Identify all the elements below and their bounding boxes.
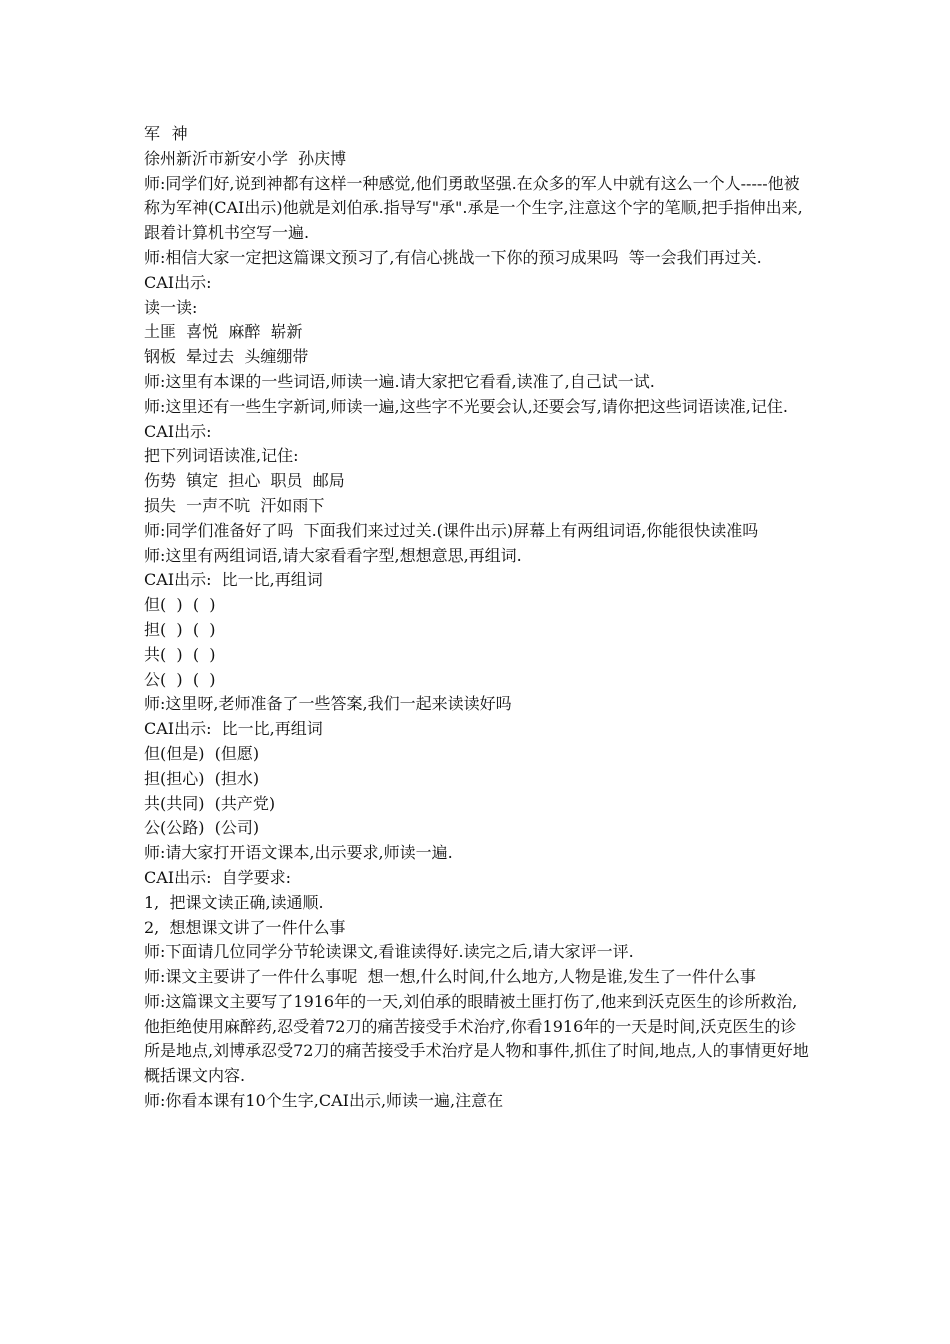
paragraph: 担( ) ( ): [144, 619, 216, 639]
paragraph: CAI出示:: [144, 421, 212, 441]
document-title: 军 神: [144, 124, 189, 143]
paragraph: 伤势 镇定 担心 职员 邮局: [144, 471, 345, 491]
paragraph: 把下列词语读准,记住:: [144, 446, 299, 466]
paragraph: 共( ) ( ): [144, 644, 216, 664]
paragraph: 师:这里有本课的一些词语,师读一遍.请大家把它看看,读准了,自己试一试.: [144, 371, 655, 391]
paragraph: 师:课文主要讲了一件什么事呢 想一想,什么时间,什么地方,人物是谁,发生了一件什么事: [144, 967, 756, 987]
paragraph: CAI出示: 比一比,再组词: [144, 719, 323, 739]
paragraph: 师:相信大家一定把这篇课文预习了,有信心挑战一下你的预习成果吗 等一会我们再过关.: [144, 247, 762, 267]
paragraph: 师:同学们准备好了吗 下面我们来过过关.(课件出示)屏幕上有两组词语,你能很快读准吗: [144, 520, 759, 540]
paragraph: 师:这篇课文主要写了1916年的一天,刘伯承的眼睛被土匪打伤了,他来到沃克医生的诊所救治,他拒绝使用麻醉药,忍受着72刀的痛苦接受手术治疗,你看1916年的一天是时间,沃克医生的诊所是地点,刘博承忍受72刀的痛苦接受手术治疗是人物和事件,抓住了时间,地点,人的事情更好地概括课文内容.: [144, 991, 809, 1086]
paragraph: 读一读:: [144, 297, 198, 317]
paragraph: 公( ) ( ): [144, 669, 216, 689]
paragraph: 土匪 喜悦 麻醉 崭新: [144, 322, 303, 342]
paragraph: 钢板 晕过去 头缠绷带: [144, 347, 309, 367]
paragraph: 师:下面请几位同学分节轮读课文,看谁读得好.读完之后,请大家评一评.: [144, 942, 634, 962]
paragraph: 师:你看本课有10个生字,CAI出示,师读一遍,注意在: [144, 1091, 504, 1111]
paragraph: 公(公路) (公司): [144, 818, 260, 838]
paragraph: 师:这里还有一些生字新词,师读一遍,这些字不光要会认,还要会写,请你把这些词语读准,记住.: [144, 396, 788, 416]
paragraph: CAI出示:: [144, 272, 212, 292]
paragraph: 但(但是) (但愿): [144, 743, 260, 763]
paragraph: 师:这里呀,老师准备了一些答案,我们一起来读读好吗: [144, 694, 512, 714]
paragraph: 师:同学们好,说到神都有这样一种感觉,他们勇敢坚强.在众多的军人中就有这么一个人-----他被称为军神(CAI出示)他就是刘伯承.指导写"承".承是一个生字,注意这个字的笔顺,把手指伸出来,跟着计算机书空写一遍.: [144, 173, 803, 243]
paragraph: 1, 把课文读正确,读通顺.: [144, 892, 324, 912]
document-page: [144, 122, 810, 1114]
paragraph: 损失 一声不吭 汗如雨下: [144, 495, 325, 515]
paragraph: 师:这里有两组词语,请大家看看字型,想想意思,再组词.: [144, 545, 522, 565]
paragraph: CAI出示: 自学要求:: [144, 867, 292, 887]
paragraph: 担(担心) (担水): [144, 768, 260, 788]
document-author: 徐州新沂市新安小学 孙庆博: [144, 148, 347, 168]
paragraph: 共(共同) (共产党): [144, 793, 276, 813]
paragraph: 但( ) ( ): [144, 595, 216, 615]
paragraph: CAI出示: 比一比,再组词: [144, 570, 323, 590]
paragraph: 2, 想想课文讲了一件什么事: [144, 917, 346, 937]
paragraph: 师:请大家打开语文课本,出示要求,师读一遍.: [144, 843, 453, 863]
